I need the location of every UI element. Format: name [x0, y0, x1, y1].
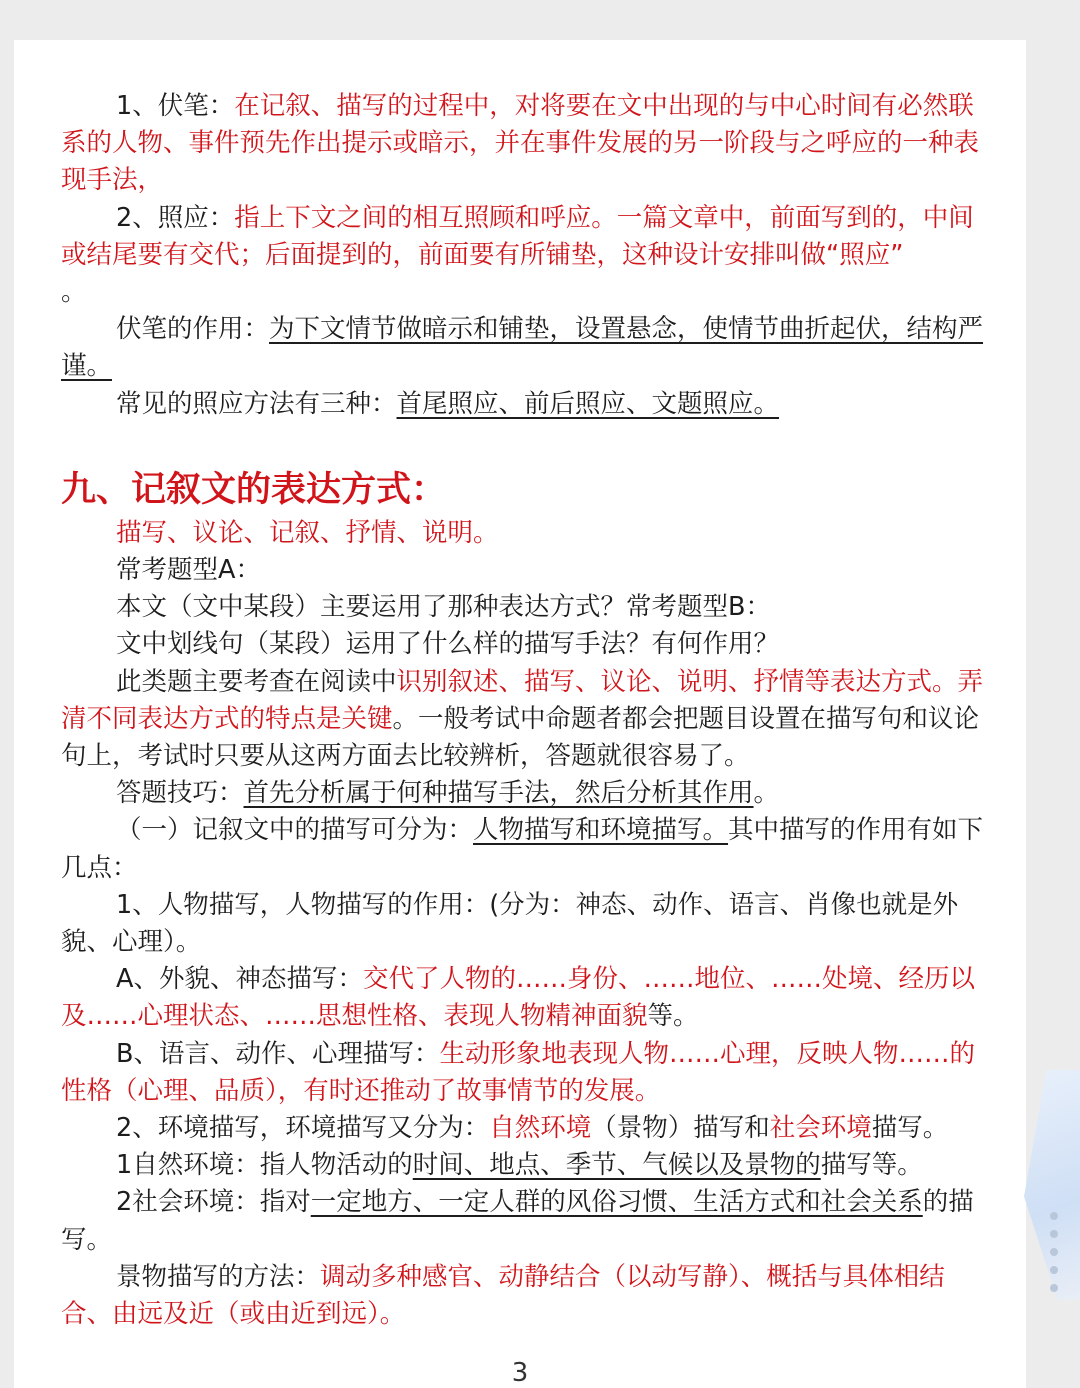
paragraph-description-types — [61, 812, 986, 886]
plain-text: （一）记叙文中的描写可分为： — [116, 815, 474, 846]
punctuation: 。 — [61, 277, 87, 308]
paragraph-appearance — [61, 961, 986, 1035]
plain-text: 描写等。 — [820, 1150, 923, 1181]
term-label: 常见的照应方法有三种： — [116, 388, 397, 419]
question-type-b-text: 文中划线句（某段）运用了什么样的描写手法？有何作用？ — [116, 629, 780, 660]
paragraph-environment — [61, 1110, 986, 1147]
term-label: A、外貌、神态描写： — [116, 964, 363, 995]
underlined-text: 首尾照应、前后照应、文题照应。 — [396, 388, 780, 419]
dot — [1050, 1230, 1058, 1238]
plain-text: 等。 — [647, 1001, 699, 1032]
underlined-text: 一定地方、一定人群的风俗习惯、生活方式和社会关系 — [310, 1187, 923, 1218]
underlined-text: 人物描写和环境描写。 — [473, 815, 729, 846]
underlined-text: 时间、地点、季节、气候以及景物的 — [412, 1150, 821, 1181]
plain-text: 此类题主要考查在阅读中 — [116, 666, 397, 697]
term-label: 1、伏笔： — [116, 91, 235, 121]
plain-text: 其中描写的作用有如下几点： — [61, 815, 984, 883]
plain-text: （景物）描写和 — [591, 1113, 770, 1144]
paragraph-echo-methods — [61, 386, 986, 423]
paragraph-exam-focus — [61, 664, 986, 776]
term-label: 伏笔的作用： — [116, 314, 270, 345]
dot — [1050, 1284, 1058, 1292]
definition-text: 指上下文之间的相互照顾和呼应。一篇文章中，前面写到的，中间或结尾要有交代；后面提到的，前面要有所铺垫，这种设计安排叫做“照应” — [61, 202, 974, 270]
highlight-text: 调动多种感官、动静结合（以动写静）、概括与具体相结合、由远及近（或由近到远）。 — [61, 1261, 945, 1330]
plain-text: 1自然环境：指人物活动的 — [116, 1150, 413, 1181]
highlight-text: 交代了人物的……身份、……地位、……处境、经历以及……心理状态、……思想性格、表现人物精神面貌 — [61, 964, 975, 1032]
question-type-a-text: 本文（文中某段）主要运用了那种表达方式？常考题型B： — [116, 592, 771, 623]
paragraph-social-environment — [61, 1184, 986, 1258]
highlight-text: 识别叙述、描写、议论、说明、抒情等表达方式。弄清不同表达方式的特点是关键 — [61, 666, 984, 734]
term-label: 答题技巧： — [116, 778, 244, 809]
paragraph-character-description: 1、人物描写，人物描写的作用：(分为：神态、动作、语言、肖像也就是外貌、心理）。 — [61, 889, 959, 958]
highlight-text: 生动形象地表现人物……心理，反映人物……的性格（心理、品质），有时还推动了故事情节的发展。 — [61, 1038, 976, 1106]
term-label: B、语言、动作、心理描写： — [116, 1038, 440, 1069]
highlight-text: 社会环境 — [769, 1113, 872, 1144]
scroll-dots-indicator — [1050, 1212, 1058, 1302]
plain-text: 2、环境描写，环境描写又分为： — [116, 1113, 490, 1144]
paragraph-period — [61, 274, 986, 311]
expression-modes: 描写、议论、记叙、抒情、说明。 — [116, 517, 499, 548]
highlight-text: 自然环境 — [489, 1113, 592, 1144]
plain-text: 2社会环境：指对 — [116, 1187, 311, 1218]
paragraph-foreshadowing — [61, 88, 986, 200]
punctuation: 。 — [753, 778, 780, 809]
paragraph-natural-environment — [61, 1147, 986, 1184]
section-heading: 九、记叙文的表达方式： — [61, 469, 447, 510]
dot — [1050, 1266, 1058, 1274]
dot — [1050, 1248, 1058, 1256]
paragraph-echo — [61, 200, 986, 274]
plain-text: 描写。 — [871, 1113, 949, 1144]
paragraph-language-action — [61, 1036, 986, 1110]
underlined-text: 首先分析属于何种描写手法，然后分析其作用 — [243, 778, 754, 809]
plain-text: 的描写。 — [61, 1187, 974, 1255]
page-number: 3 — [511, 1358, 529, 1388]
paragraph-foreshadow-function — [61, 311, 986, 385]
paragraph-scenery-methods — [61, 1259, 986, 1333]
paragraph-answer-tips — [61, 775, 986, 812]
term-label: 2、照应： — [116, 202, 235, 233]
dot — [1050, 1212, 1058, 1220]
definition-text: 在记叙、描写的过程中，对将要在文中出现的与中心时间有必然联系的人物、事件预先作出提示或暗示，并在事件发展的另一阶段与之呼应的一种表现手法， — [61, 91, 980, 196]
question-type-a: 常考题型A： — [116, 555, 261, 586]
document-content — [61, 88, 986, 1333]
term-label: 景物描写的方法： — [116, 1261, 321, 1292]
plain-text: 。一般考试中命题者都会把题目设置在描写句和议论句上，考试时只要从这两方面去比较辨析，答题就很容易了。 — [61, 703, 980, 772]
underlined-text: 为下文情节做暗示和铺垫，设置悬念，使情节曲折起伏，结构严谨。 — [61, 314, 984, 382]
